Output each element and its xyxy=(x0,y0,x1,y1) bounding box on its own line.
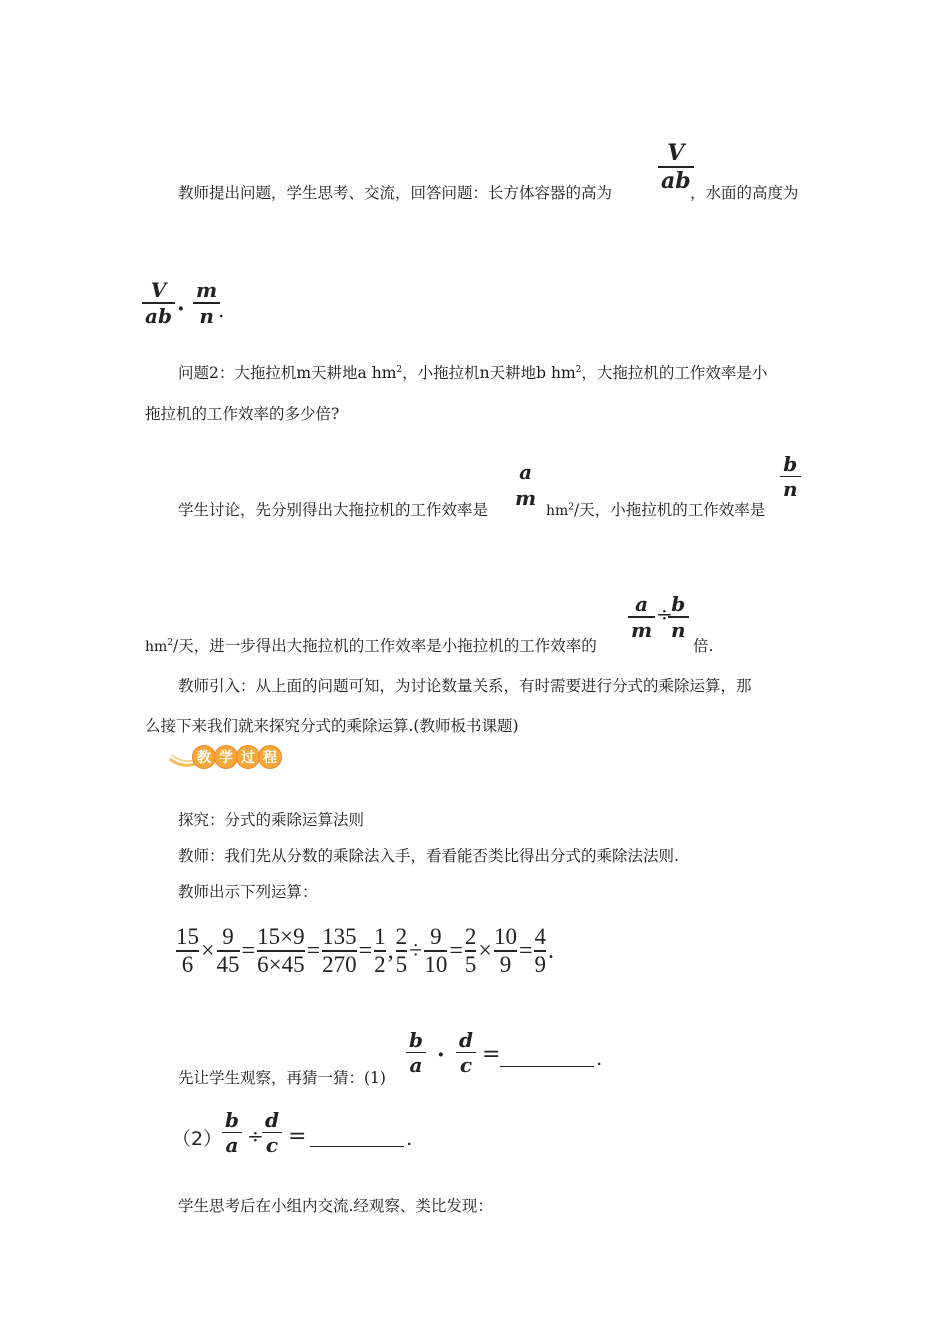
divide-sign: ÷ xyxy=(247,1124,264,1148)
denominator: 2 xyxy=(374,952,386,977)
fraction xyxy=(176,925,199,977)
denominator: 9 xyxy=(499,952,512,977)
fraction-d-over-c xyxy=(456,1028,476,1077)
denominator: 45 xyxy=(216,952,240,977)
numeric-calculation xyxy=(176,925,556,977)
equals-sign: = xyxy=(241,937,256,964)
banner-char: 过 xyxy=(236,745,260,769)
efficiency-text: /天，进一步得出大拖拉机的工作效率是小拖拉机的工作效率的 xyxy=(173,637,597,655)
equals-sign: = xyxy=(482,1042,501,1067)
fraction xyxy=(396,925,408,977)
denominator: 6 xyxy=(181,952,194,977)
fraction-denominator: a xyxy=(225,1133,239,1157)
fraction xyxy=(534,925,546,977)
fraction xyxy=(424,925,447,977)
fraction-b-over-n-2 xyxy=(668,592,689,642)
period: . xyxy=(547,937,554,964)
fraction-numerator: V xyxy=(667,140,685,166)
denominator: 6×45 xyxy=(257,952,305,977)
fraction-a-over-m xyxy=(512,460,539,510)
fraction-numerator: b xyxy=(225,1108,239,1132)
period: . xyxy=(596,1046,603,1070)
fraction-numerator: b xyxy=(671,592,686,616)
times-text: 倍. xyxy=(693,637,714,655)
fraction xyxy=(217,925,240,977)
numerator: 9 xyxy=(430,924,442,949)
fraction-numerator: d xyxy=(265,1108,279,1132)
continuation-text: ，水面的高度为 xyxy=(690,184,799,202)
fraction-denominator: ab xyxy=(661,168,691,194)
multiply-dot: · xyxy=(437,1042,445,1068)
denominator: 10 xyxy=(424,952,448,977)
hm-per-day-line xyxy=(145,636,597,657)
fraction-v-over-ab xyxy=(658,140,694,194)
equals-sign: = xyxy=(358,937,373,964)
problem-2-text-a: 问题2：大拖拉机m天耕地a hm xyxy=(178,364,397,382)
period: . xyxy=(406,1126,413,1150)
problem-2-line-1 xyxy=(178,363,767,383)
paragraph-text-continuation xyxy=(690,183,799,203)
fraction xyxy=(322,925,357,977)
answer-blank-2[interactable] xyxy=(310,1146,404,1147)
equals-sign: = xyxy=(288,1124,307,1149)
numerator: 2 xyxy=(395,924,408,949)
numerator: 15 xyxy=(176,924,199,949)
equals-sign: = xyxy=(449,937,463,964)
fraction-m-over-n xyxy=(193,278,220,328)
fraction-denominator: m xyxy=(631,618,653,642)
fraction-denominator: c xyxy=(265,1133,279,1157)
problem-2-line-2: 拖拉机的工作效率的多少倍? xyxy=(145,405,340,423)
teaching-process-banner xyxy=(168,745,282,769)
numerator: 9 xyxy=(222,924,234,949)
fraction-numerator: a xyxy=(519,460,533,484)
denominator: 5 xyxy=(395,952,408,977)
teacher-intro-line-2: 么接下来我们就来探究分式的乘除运算.(教师板书课题) xyxy=(145,717,519,735)
fraction-d-over-c-2 xyxy=(262,1108,282,1157)
guess-prompt: 先让学生观察，再猜一猜：(1) xyxy=(178,1069,386,1087)
equals-sign: = xyxy=(306,937,321,964)
numerator: 4 xyxy=(534,924,546,949)
numerator: 15×9 xyxy=(257,924,305,949)
equals-sign: = xyxy=(518,937,533,964)
problem-2-text-c: ，大拖拉机的工作效率是小 xyxy=(581,364,768,382)
teacher-statement: 教师：我们先从分数的乘除法入手，看看能否类比得出分式的乘除法法则. xyxy=(178,847,679,865)
times-sign: × xyxy=(201,937,215,964)
paragraph-teacher-question xyxy=(178,183,612,203)
banner-char: 教 xyxy=(192,745,216,769)
fraction-b-over-n xyxy=(780,452,801,501)
fraction-denominator: c xyxy=(459,1053,473,1077)
banner-char: 学 xyxy=(214,745,238,769)
unit-text-after: /天，小拖拉机的工作效率是 xyxy=(574,501,766,519)
fraction-numerator: m xyxy=(196,278,218,302)
unit-hm: hm xyxy=(145,639,168,655)
banner-char: 程 xyxy=(258,745,282,769)
fraction-b-over-a-2 xyxy=(222,1108,242,1157)
fraction-denominator: m xyxy=(515,486,537,510)
fraction-v-over-ab-2 xyxy=(142,278,175,328)
fraction-a-over-m-2 xyxy=(628,592,655,642)
superscript: 2 xyxy=(167,637,174,648)
denominator: 9 xyxy=(534,952,546,977)
denominator: 270 xyxy=(322,952,357,977)
problem-2-text-b: ，小拖拉机n天耕地b hm xyxy=(402,364,576,382)
fraction-b-over-a xyxy=(406,1028,426,1077)
teacher-shows-operations: 教师出示下列运算： xyxy=(178,883,318,901)
superscript: 2 xyxy=(396,364,403,375)
numerator: 1 xyxy=(374,924,386,949)
fraction xyxy=(374,925,386,977)
fraction-denominator: ab xyxy=(145,304,172,328)
numerator: 135 xyxy=(322,924,357,949)
fraction-numerator: a xyxy=(635,592,649,616)
numerator: 10 xyxy=(493,924,517,949)
fraction-denominator: n xyxy=(671,618,686,642)
paragraph-text: 教师提出问题，学生思考、交流，回答问题：长方体容器的高为 xyxy=(178,184,613,202)
period: . xyxy=(218,298,225,322)
unit-hm: hm xyxy=(546,503,569,519)
item-2-label: （2） xyxy=(172,1128,223,1150)
explore-heading: 探究：分式的乘除运算法则 xyxy=(178,811,365,829)
student-discovery-text: 学生思考后在小组内交流.经观察、类比发现： xyxy=(178,1197,493,1215)
fraction-numerator: b xyxy=(409,1028,423,1052)
times-sign: × xyxy=(478,937,492,964)
unit-and-text xyxy=(546,500,765,521)
fraction-denominator: n xyxy=(783,477,798,501)
superscript: 2 xyxy=(575,364,582,375)
divide-sign: ÷ xyxy=(656,602,673,626)
fraction-numerator: b xyxy=(783,452,798,476)
fraction-numerator: d xyxy=(459,1028,473,1052)
fraction-denominator: n xyxy=(199,304,214,328)
fraction-denominator: a xyxy=(409,1053,423,1077)
numerator: 2 xyxy=(464,924,477,949)
multiply-dot: · xyxy=(177,296,185,322)
fraction xyxy=(465,925,477,977)
fraction xyxy=(494,925,517,977)
superscript: 2 xyxy=(568,502,575,513)
fraction-numerator: V xyxy=(150,278,167,302)
fraction xyxy=(257,925,304,977)
denominator: 5 xyxy=(464,952,477,977)
comma: , xyxy=(387,937,394,964)
student-discussion-text: 学生讨论，先分别得出大拖拉机的工作效率是 xyxy=(178,501,489,519)
teacher-intro-line-1: 教师引入：从上面的问题可知，为讨论数量关系，有时需要进行分式的乘除运算，那 xyxy=(178,677,752,695)
divide-sign: ÷ xyxy=(409,937,423,964)
answer-blank-1[interactable] xyxy=(500,1066,594,1067)
